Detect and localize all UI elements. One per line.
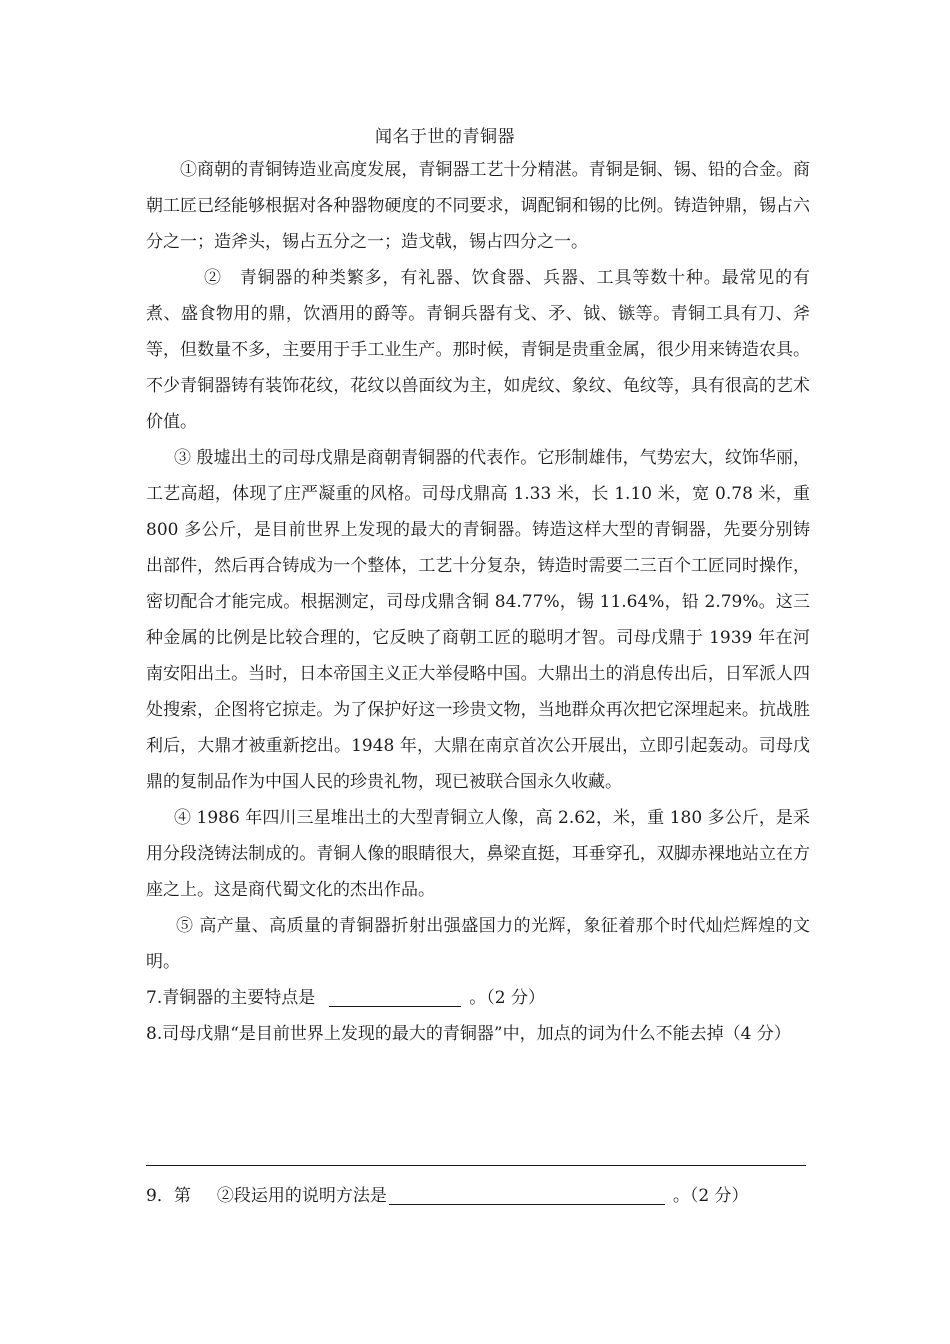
question-9-answer-blank[interactable]: [389, 1186, 665, 1205]
question-9-score: 。（2 分）: [672, 1186, 749, 1206]
question-7-answer-blank[interactable]: [329, 988, 461, 1007]
article-title: 闻名于世的青铜器: [375, 127, 515, 147]
paragraph-2: ② 青铜器的种类繁多，有礼器、饮食器、兵器、工具等数十种。最常见的有煮、盛食物用的鼎，饮酒用的爵等。青铜兵器有戈、矛、钺、镞等。青铜工具有刀、斧等，但数量不多，主要用于手工业生产。那时候，青铜是贵重金属，很少用来铸造农具。不少青铜器铸有装饰花纹，花纹以兽面纹为主，如虎纹、象纹、龟纹等，具有很高的艺术价值。: [146, 268, 810, 432]
paragraph-4: ④ 1986 年四川三星堆出土的大型青铜立人像，高 2.62，米，重 180 多公斤，是采用分段浇铸法制成的。青铜人像的眼睛很大，鼻梁直挺，耳垂穿孔，双脚赤裸地站立在方座之上。这是商代蜀文化的杰出作品。: [146, 808, 810, 900]
question-7-score: 。（2 分）: [469, 988, 545, 1008]
paragraph-3: ③ 殷墟出土的司母戊鼎是商朝青铜器的代表作。它形制雄伟，气势宏大，纹饰华丽，工艺高超，体现了庄严凝重的风格。司母戊鼎高 1.33 米，长 1.10 米，宽 0.78 米，重 800 多公斤，是目前世界上发现的最大的青铜器。铸造这样大型的青铜器，先要分别铸出部件，然后再合铸成为一个整体，工艺十分复杂，铸造时需要二三百个工匠同时操作，密切配合才能完成。根据测定，司母戊鼎含铜 84.77%，锡 11.64%，铅 2.79%。这三种金属的比例是比较合理的，它反映了商朝工匠的聪明才智。司母戊鼎于 1939 年在河南安阳出土。当时，日本帝国主义正大举侵略中国。大鼎出土的消息传出后，日军派人四处搜索，企图将它掠走。为了保护好这一珍贵文物，当地群众再次把它深埋起来。抗战胜利后，大鼎才被重新挖出。1948 年，大鼎在南京首次公开展出，立即引起轰动。司母戊鼎的复制品作为中国人民的珍贵礼物，现已被联合国永久收藏。: [146, 448, 810, 792]
paragraph-1: ①商朝的青铜铸造业高度发展，青铜器工艺十分精湛。青铜是铜、锡、铅的合金。商朝工匠已经能够根据对各种器物硬度的不同要求，调配铜和锡的比例。铸造钟鼎，锡占六分之一；造斧头，锡占五分之一；造戈戟，锡占四分之一。: [146, 160, 810, 252]
question-9: [146, 1178, 749, 1214]
question-8: 8.司母戊鼎“是目前世界上发现的最大的青铜器”中，加点的词为什么不能去掉（4 分）: [146, 1024, 791, 1044]
question-8-answer-line[interactable]: [146, 1165, 806, 1166]
question-7-text: 7.青铜器的主要特点是: [146, 988, 316, 1008]
question-9-number: 9．第: [146, 1186, 191, 1206]
paragraph-5: ⑤ 高产量、高质量的青铜器折射出强盛国力的光辉，象征着那个时代灿烂辉煌的文明。: [146, 916, 810, 972]
question-7: [146, 980, 810, 1016]
article-body: [146, 152, 810, 1052]
question-9-text: ②段运用的说明方法是: [216, 1186, 387, 1206]
